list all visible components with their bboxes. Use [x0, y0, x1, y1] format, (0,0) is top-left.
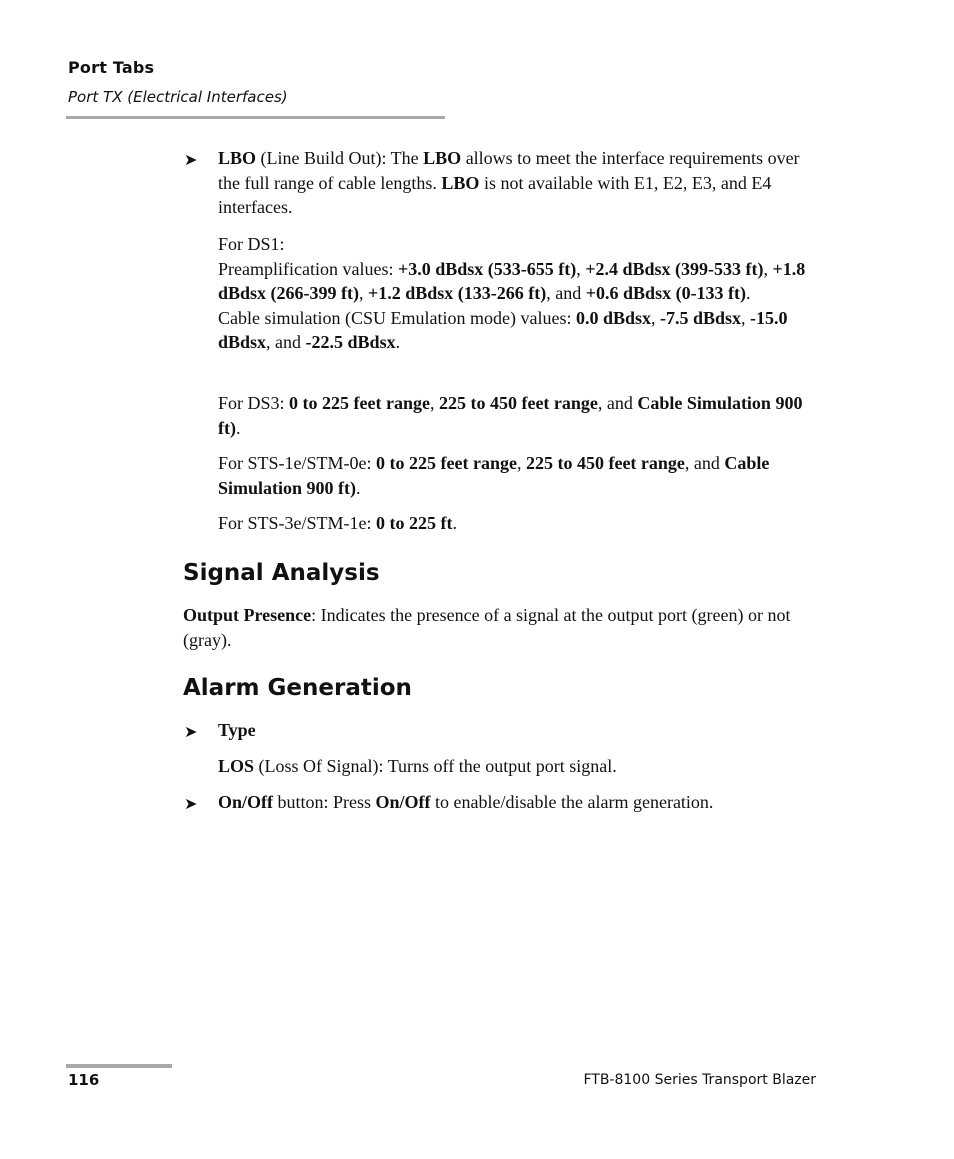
separator: .	[452, 513, 457, 533]
separator: ,	[651, 307, 660, 328]
lbo-term: LBO	[218, 148, 257, 168]
footer-rule	[66, 1064, 172, 1068]
ds1-label: For DS1:	[218, 234, 285, 254]
ds1-cable-value: -22.5 dBdsx	[305, 332, 396, 353]
lbo-term-2: LBO	[423, 148, 462, 168]
separator: ,	[429, 393, 439, 413]
sts3e-label: For STS-3e/STM-1e:	[218, 513, 377, 533]
type-label	[218, 718, 818, 743]
sts1e-paragraph	[218, 451, 818, 500]
ds1-cable-value: -15.0 dBdsx	[218, 307, 788, 353]
section-subtitle: Port TX (Electrical Interfaces)	[68, 88, 288, 106]
ds1-preamp-value: +0.6 dBdsx (0-133 ft)	[585, 283, 747, 304]
sts1e-label: For STS-1e/STM-0e:	[218, 453, 377, 473]
ds1-preamp-value: +3.0 dBdsx (533-655 ft)	[397, 258, 577, 279]
separator: ,	[359, 283, 369, 304]
ds1-preamp-label: Preamplification values:	[218, 258, 398, 279]
separator: .	[235, 417, 241, 438]
page-number: 116	[68, 1071, 100, 1089]
lbo-term-3: LBO	[441, 172, 480, 193]
section-title: Port Tabs	[68, 58, 155, 77]
ds1-preamp-value: +1.2 dBdsx (133-266 ft)	[368, 283, 547, 304]
lbo-text-3: is not available with E1, E2, E3, and E4 interfaces.	[218, 172, 772, 218]
lbo-paragraph	[218, 146, 818, 220]
los-term: LOS	[218, 756, 255, 776]
sts3e-paragraph	[218, 511, 818, 536]
sts3e-value: 0 to 225 ft	[376, 513, 453, 533]
separator: ,	[763, 258, 773, 279]
los-text: (Loss Of Signal): Turns off the output port signal.	[254, 756, 617, 776]
sts1e-value: Cable Simulation 900 ft)	[218, 453, 770, 498]
output-presence-term: Output Presence	[183, 605, 312, 625]
lbo-text-2: allows to meet the interface requirements over the full range of cable lengths.	[218, 148, 800, 193]
sts1e-value: 225 to 450 feet range	[525, 453, 685, 473]
separator: ,	[576, 258, 586, 279]
signal-analysis-heading: Signal Analysis	[183, 560, 380, 586]
onoff-text-1: button: Press	[273, 792, 376, 812]
type-term: Type	[218, 720, 256, 740]
ds3-value: Cable Simulation 900 ft)	[218, 393, 803, 438]
alarm-generation-heading: Alarm Generation	[183, 675, 412, 701]
onoff-paragraph	[218, 790, 818, 815]
ds3-label: For DS3:	[218, 393, 290, 413]
ds1-preamp-value: +1.8 dBdsx (266-399 ft)	[218, 258, 806, 304]
separator: ,	[741, 307, 751, 328]
header-rule	[66, 116, 445, 119]
output-presence-paragraph	[183, 603, 823, 652]
ds1-paragraph	[218, 232, 818, 355]
ds3-value: 0 to 225 feet range	[289, 393, 430, 413]
separator: .	[746, 283, 751, 304]
ds1-cable-value: 0.0 dBdsx	[575, 307, 651, 328]
bullet-arrow-icon: ➤	[184, 152, 198, 169]
document-title: FTB-8100 Series Transport Blazer	[583, 1072, 816, 1088]
ds1-preamp-value: +2.4 dBdsx (399-533 ft)	[585, 258, 764, 279]
bullet-arrow-icon: ➤	[184, 796, 198, 813]
separator: , and	[597, 393, 638, 413]
separator: , and	[684, 453, 725, 473]
ds3-value: 225 to 450 feet range	[438, 393, 598, 413]
sts1e-value: 0 to 225 feet range	[376, 453, 517, 473]
ds3-paragraph	[218, 391, 818, 440]
onoff-text-2: to enable/disable the alarm generation.	[430, 792, 714, 812]
separator: , and	[266, 332, 306, 353]
output-presence-text: : Indicates the presence of a signal at the output port (green) or not (gray).	[183, 605, 791, 650]
separator: , and	[546, 283, 586, 304]
separator: .	[395, 332, 401, 353]
bullet-arrow-icon: ➤	[184, 724, 198, 741]
onoff-term: On/Off	[218, 792, 274, 812]
separator: ,	[516, 453, 526, 473]
los-paragraph	[218, 754, 818, 779]
lbo-text-1: (Line Build Out): The	[256, 148, 424, 168]
ds1-cable-value: -7.5 dBdsx	[660, 307, 742, 328]
ds1-cable-label: Cable simulation (CSU Emulation mode) values:	[218, 307, 576, 328]
onoff-term-2: On/Off	[375, 792, 431, 812]
separator: .	[356, 477, 361, 498]
